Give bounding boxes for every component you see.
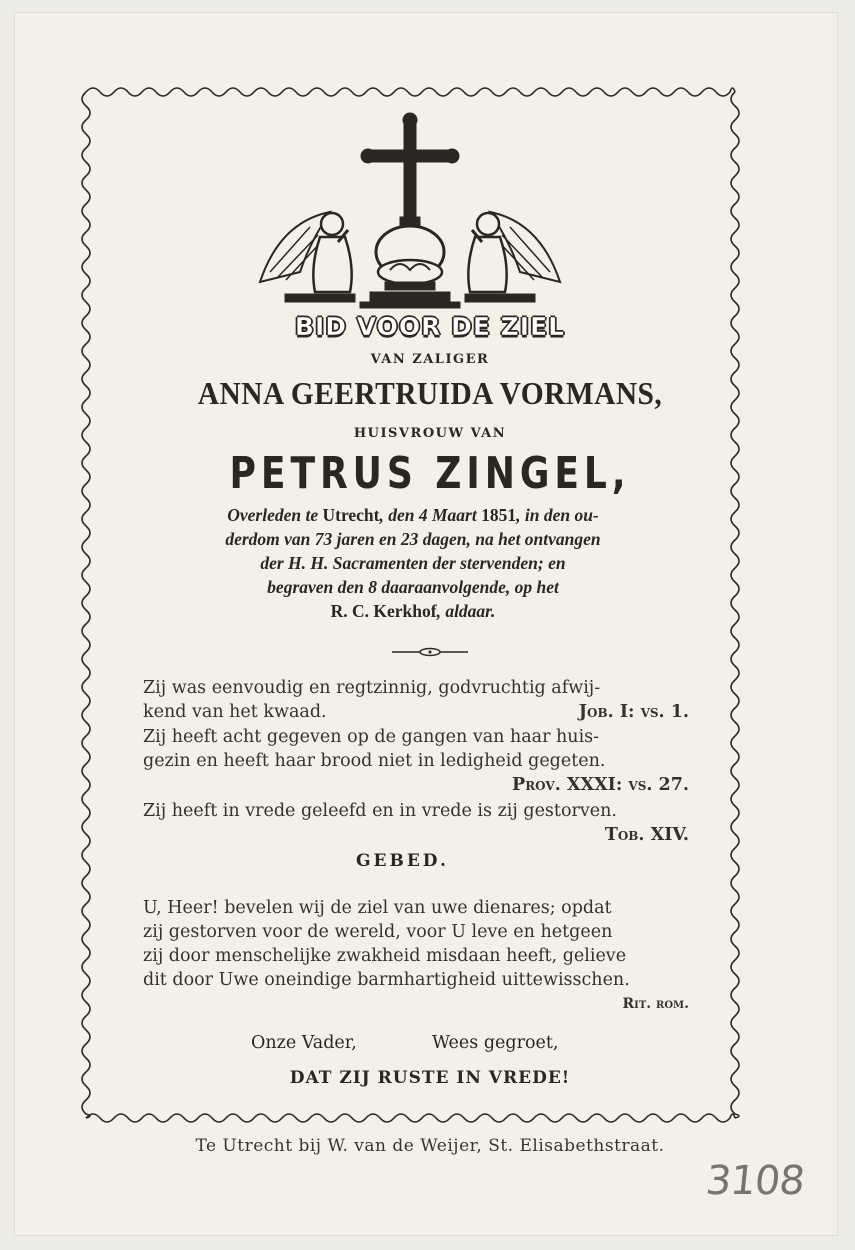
prayer-text: U, Heer! bevelen wij de ziel van uwe dienares; opdat zij gestorven voor de wereld, voor U leve en hetgeen zij door menschelijke zwakheid misdaan heeft, gelieve dit door Uwe oneindige barmhartigheid uittewisschen. Rit. rom. bbox=[143, 896, 713, 1016]
reference-tob: Tob. XIV. bbox=[604, 825, 689, 845]
scripture-quote-3: Zij heeft in vrede geleefd en in vrede is zij gestorven. Tob. XIV. bbox=[143, 801, 689, 845]
reference-prov: Prov. XXXI: vs. 27. bbox=[512, 775, 689, 795]
banner-title: BID VOOR DE ZIEL bbox=[294, 312, 566, 341]
cross-with-kneeling-angels-emblem bbox=[250, 112, 570, 317]
scripture-quote-2: Zij heeft acht gegeven op de gangen van haar huis- gezin en heeft haar brood niet in ledigheid gegeten. Prov. XXXI: vs. 27. bbox=[143, 727, 689, 795]
ornamental-divider bbox=[390, 645, 470, 659]
handwritten-inventory-number: 3108 bbox=[703, 1158, 807, 1204]
relation-text: HUISVROUW VAN bbox=[353, 426, 507, 441]
printer-imprint: Te Utrecht bij W. van de Weijer, St. Elisabethstraat. bbox=[195, 1136, 665, 1156]
obituary-text: Overleden te Utrecht, den 4 Maart 1851, in den ou- derdom van 73 jaren en 23 dagen, na het ontvangen der H. H. Sacramenten der stervenden; en begraven den 8 daaraanvolgende, op het R. C. Kerkhof, aldaar. bbox=[225, 505, 601, 621]
wees-gegroet: Wees gegroet, bbox=[432, 1033, 559, 1053]
reference-job: Job. I: vs. 1. bbox=[578, 702, 689, 722]
rest-in-peace: DAT ZIJ RUSTE IN VREDE! bbox=[289, 1068, 571, 1088]
spouse-name: PETRUS ZINGEL, bbox=[229, 448, 631, 499]
prayer-title: GEBED. bbox=[356, 851, 449, 871]
onze-vader: Onze Vader, bbox=[251, 1033, 357, 1053]
prefix-text: VAN ZALIGER bbox=[370, 352, 490, 367]
deceased-name: ANNA GEERTRUIDA VORMANS, bbox=[197, 375, 663, 411]
scripture-quote-1: Zij was eenvoudig en regtzinnig, godvruchtig afwij- kend van het kwaad. Job. I: vs. 1. bbox=[143, 678, 689, 722]
reference-rit: Rit. rom. bbox=[622, 996, 689, 1012]
